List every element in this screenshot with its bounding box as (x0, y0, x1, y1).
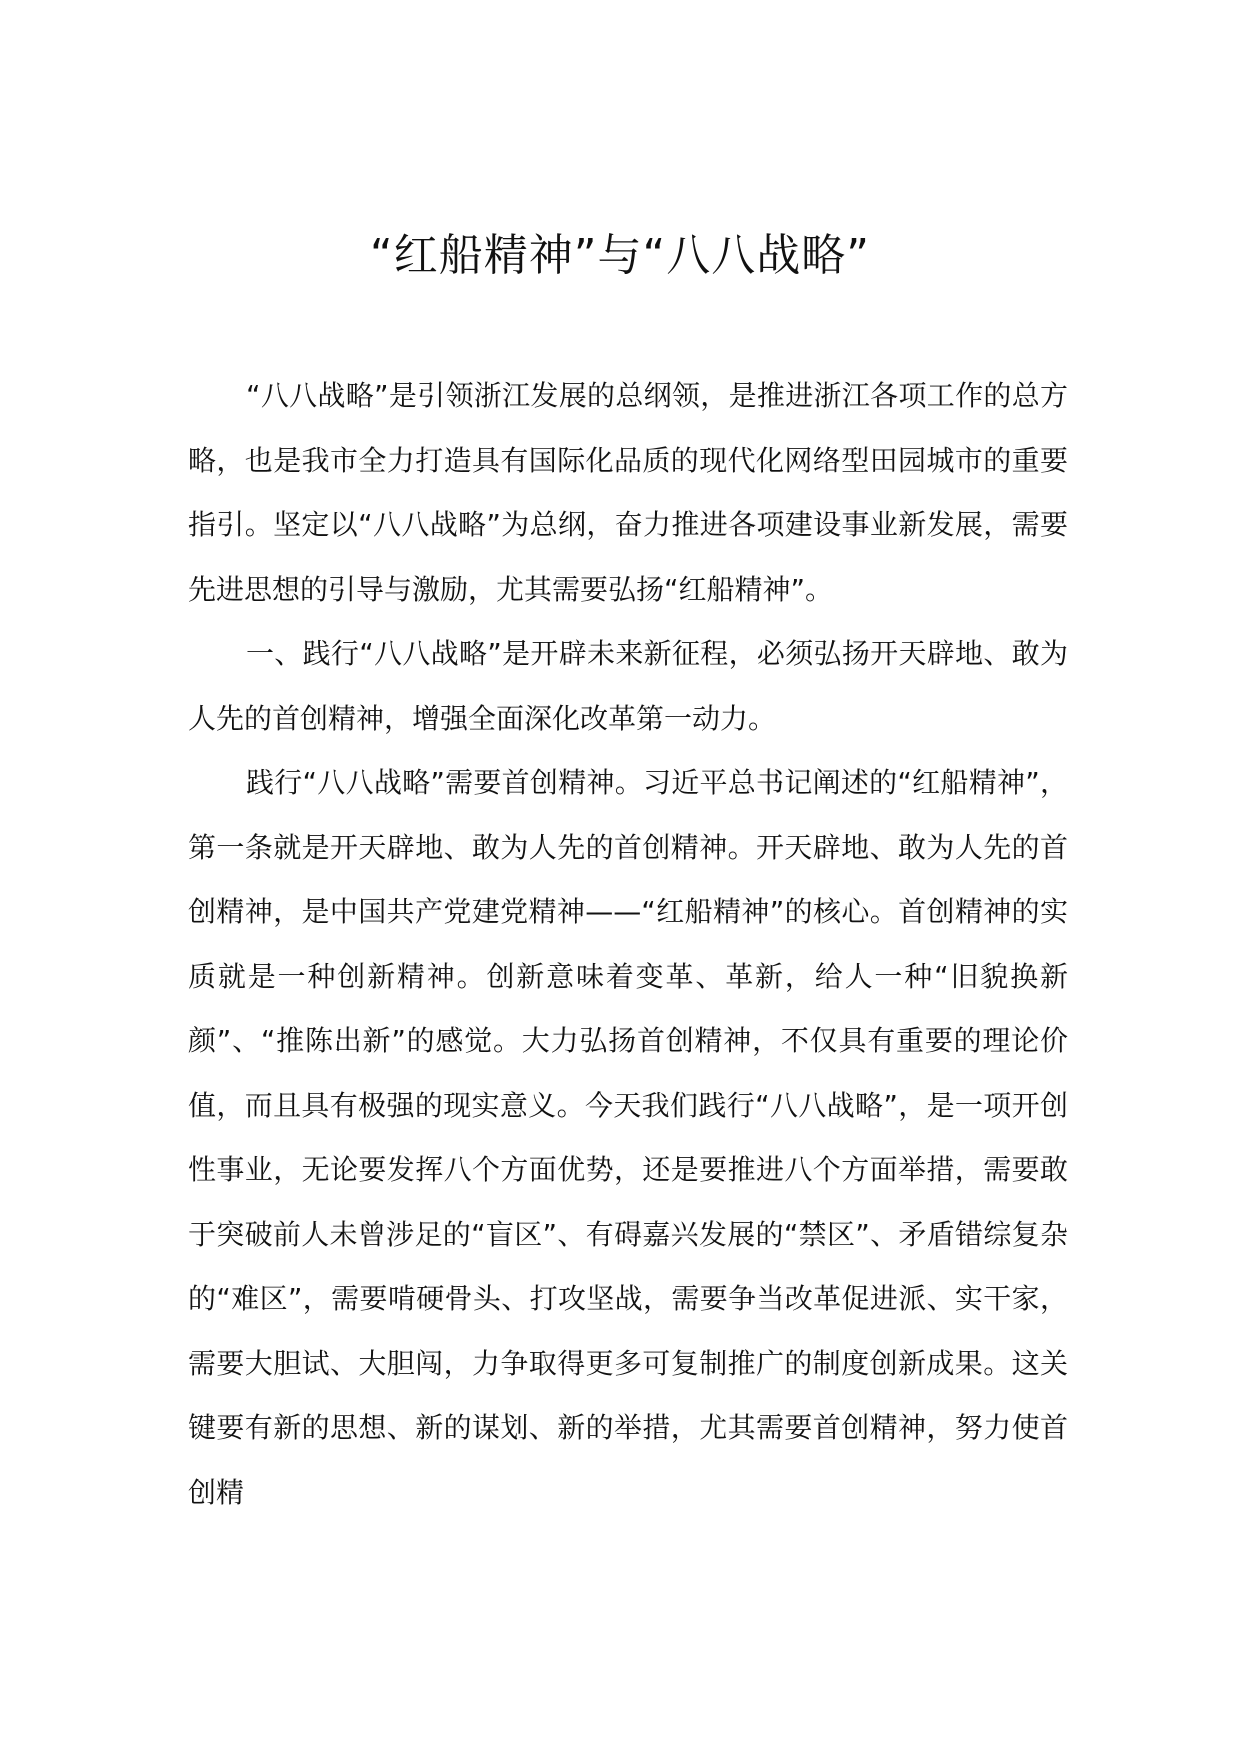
paragraph-section-body-1: 践行“八八战略”需要首创精神。习近平总书记阐述的“红船精神”，第一条就是开天辟地、敢为人先的首创精神。开天辟地、敢为人先的首创精神，是中国共产党建党精神——“红船精神”的核心。首创精神的实质就是一种创新精神。创新意味着变革、革新，给人一种“旧貌换新颜”、“推陈出新”的感觉。大力弘扬首创精神，不仅具有重要的理论价值，而且具有极强的现实意义。今天我们践行“八八战略”，是一项开创性事业，无论要发挥八个方面优势，还是要推进八个方面举措，需要敢于突破前人未曾涉足的“盲区”、有碍嘉兴发展的“禁区”、矛盾错综复杂的“难区”，需要啃硬骨头、打攻坚战，需要争当改革促进派、实干家，需要大胆试、大胆闯，力争取得更多可复制推广的制度创新成果。这关键要有新的思想、新的谋划、新的举措，尤其需要首创精神，努力使首创精 (188, 766, 1068, 1509)
document-title: “红船精神”与“八八战略” (369, 230, 871, 281)
paragraph-intro: “八八战略”是引领浙江发展的总纲领，是推进浙江各项工作的总方略，也是我市全力打造具有国际化品质的现代化网络型田园城市的重要指引。坚定以“八八战略”为总纲，奋力推进各项建设事业新发展，需要先进思想的引导与激励，尤其需要弘扬“红船精神”。 (188, 379, 1068, 606)
document-body (188, 364, 1068, 1525)
paragraph-section-heading-1: 一、践行“八八战略”是开辟未来新征程，必须弘扬开天辟地、敢为人先的首创精神，增强全面深化改革第一动力。 (188, 637, 1068, 735)
